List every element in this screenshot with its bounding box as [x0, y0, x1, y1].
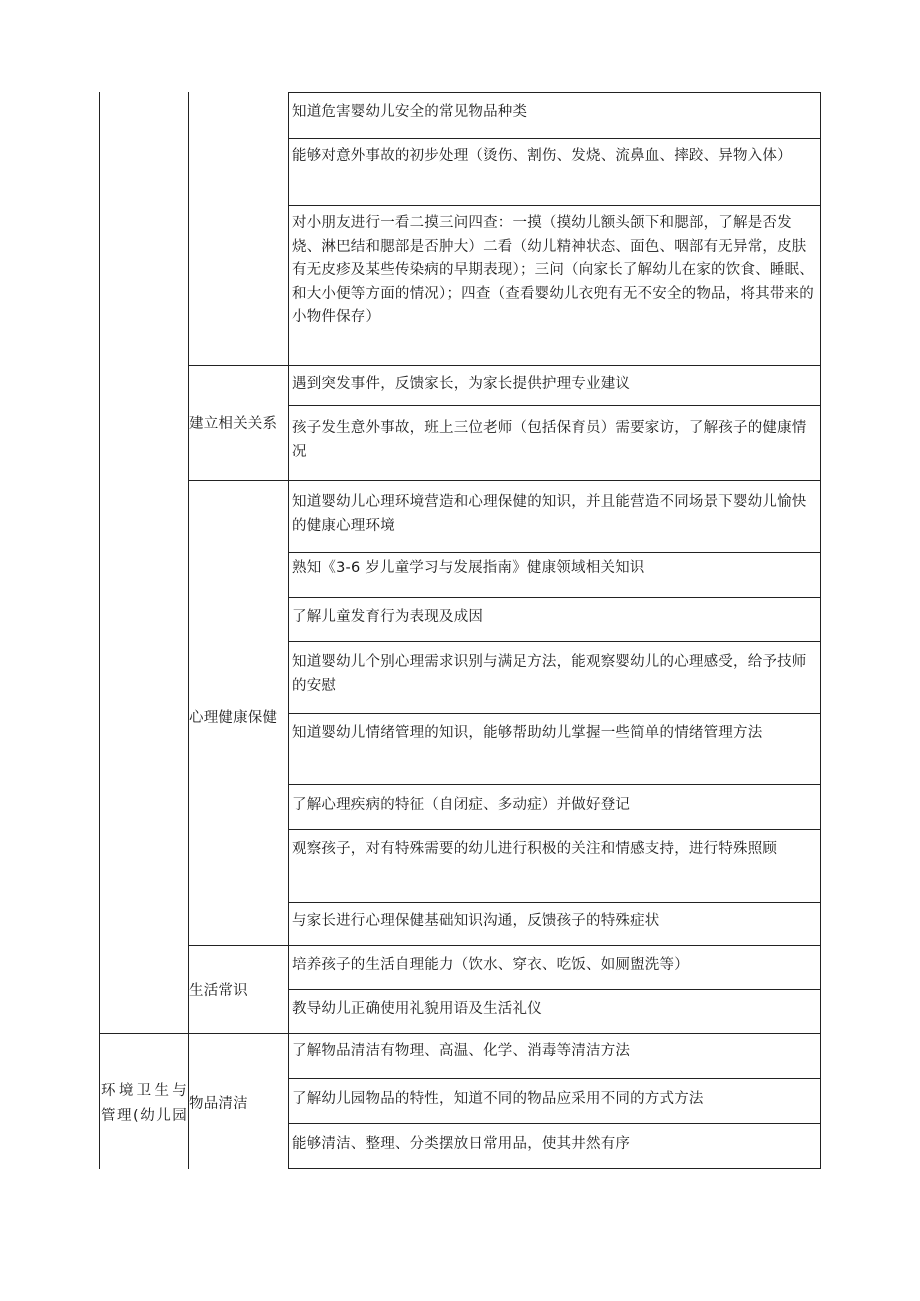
relations-item-feedback-parents: 遇到突发事件，反馈家长，为家长提供护理专业建议: [292, 376, 631, 392]
mental-item-development: 了解儿童发育行为表现及成因: [292, 609, 484, 625]
safety-item-accident-first-aid: 能够对意外事故的初步处理（烫伤、割伤、发烧、流鼻血、摔跤、异物入体）: [292, 148, 792, 164]
mental-item-disorders: 了解心理疾病的特征（自闭症、多动症）并做好登记: [292, 797, 631, 813]
table-border-right: [820, 92, 821, 1169]
row-line: [288, 405, 821, 406]
mental-item-environment: 知道婴幼儿心理环境营造和心理保健的知识，并且能营造不同场景下婴幼儿愉快的健康心理环境: [292, 494, 807, 534]
row-line: [288, 1168, 821, 1169]
row-line: [188, 480, 821, 481]
row-line: [288, 597, 821, 598]
row-line: [288, 1078, 821, 1079]
row-line: [188, 945, 821, 946]
relations-item-home-visit: 孩子发生意外事故，班上三位老师（包括保育员）需要家访，了解孩子的健康情况: [292, 420, 807, 460]
safety-item-morning-check: 对小朋友进行一看二摸三问四查：一摸（摸幼儿额头颌下和腮部，了解是否发烧、淋巴结和腮部是否肿大）二看（幼儿精神状态、面色、咽部有无异常，皮肤有无皮疹及某些传染病的早期表现）；三问（向家长了解幼儿在家的饮食、睡眠、和大小便等方面的情况）；四查（查看婴幼儿衣兜有无不安全的物品，将其带来的小物件保存）: [292, 215, 814, 325]
mental-item-guideline: 熟知《3-6 岁儿童学习与发展指南》健康领域相关知识: [292, 560, 645, 576]
cleaning-item-organize: 能够清洁、整理、分类摆放日常用品，使其井然有序: [292, 1136, 631, 1152]
row-line: [288, 989, 821, 990]
category-item-cleaning: 物品清洁: [189, 1096, 248, 1112]
category-environment-line2: 管理(幼儿园: [101, 1108, 187, 1124]
row-line: [288, 205, 821, 206]
table-border-left: [99, 92, 100, 1169]
safety-item-hazard-types: 知道危害婴幼儿安全的常见物品种类: [292, 104, 528, 120]
row-line: [288, 784, 821, 785]
cleaning-item-characteristics: 了解幼儿园物品的特性，知道不同的物品应采用不同的方式方法: [292, 1091, 704, 1107]
life-item-self-care: 培养孩子的生活自理能力（饮水、穿衣、吃饭、如厕盥洗等）: [292, 957, 689, 973]
row-line: [99, 1033, 821, 1034]
category-environment-line1: 环境卫生与: [101, 1083, 187, 1099]
cleaning-item-methods: 了解物品清洁有物理、高温、化学、消毒等清洁方法: [292, 1043, 631, 1059]
life-item-etiquette: 教导幼儿正确使用礼貌用语及生活礼仪: [292, 1001, 542, 1017]
mental-item-emotion-management: 知道婴幼儿情绪管理的知识，能够帮助幼儿掌握一些简单的情绪管理方法: [292, 725, 763, 741]
mental-item-special-care: 观察孩子，对有特殊需要的幼儿进行积极的关注和情感支持，进行特殊照顾: [292, 841, 778, 857]
category-relations: 建立相关关系: [189, 416, 278, 432]
row-line: [288, 641, 821, 642]
mental-item-individual-needs: 知道婴幼儿个别心理需求识别与满足方法，能观察婴幼儿的心理感受，给予技师的安慰: [292, 654, 807, 694]
row-line: [188, 365, 821, 366]
category-life-skills: 生活常识: [189, 983, 248, 999]
row-line: [288, 138, 821, 139]
table-divider-col2: [288, 92, 289, 1169]
row-line: [288, 1123, 821, 1124]
table-divider-col1: [188, 92, 189, 1169]
row-line: [288, 92, 821, 93]
row-line: [288, 713, 821, 714]
row-line: [288, 902, 821, 903]
mental-item-parent-communication: 与家长进行心理保健基础知识沟通，反馈孩子的特殊症状: [292, 913, 660, 929]
category-mental-health: 心理健康保健: [189, 710, 278, 726]
row-line: [288, 829, 821, 830]
